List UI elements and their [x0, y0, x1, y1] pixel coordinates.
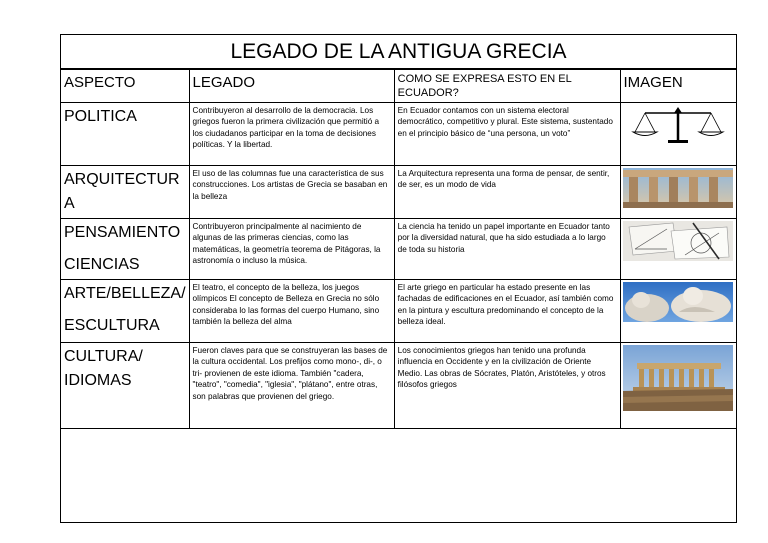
table-header-row	[61, 70, 736, 103]
image-cell	[620, 219, 736, 280]
aspect-line1: PENSAMIENTO	[64, 224, 181, 241]
table-row	[61, 219, 736, 280]
greek-sculpture-photo-icon	[623, 282, 733, 322]
bottom-border	[60, 522, 737, 523]
ecuador-cell: Los conocimientos griegos han tenido una profunda influencia en Occidente y en la civilización de Oriente Medio. Las obras de Sócrates, Platón, Aristóteles, y otros filósofos griegos	[394, 343, 620, 429]
legado-cell: Fueron claves para que se construyeran las bases de la cultura occidental. Los prefijos como mono-, di-, o tri- provienen de este idioma. También "cadera, "teatro", "comedia", "iglesia", "plátano", entre otras, son palabras que provienen del griego.	[189, 343, 394, 429]
ecuador-cell: La ciencia ha tenido un papel importante en Ecuador tanto por la diversidad natural, que ha sido estudiada a lo largo de toda su historia	[394, 219, 620, 280]
aspect-cell	[61, 343, 189, 429]
legado-cell: El teatro, el concepto de la belleza, los juegos olímpicos El concepto de Belleza en Grecia no sólo consideraba lo las formas del cuerpo Humano, sino también la belleza del alma	[189, 280, 394, 343]
aspect-cell	[61, 103, 189, 166]
legado-cell: Contribuyeron principalmente al nacimiento de algunas de las primeras ciencias, como las matemáticas, la geometría teorema de Pitágoras, la astronomía o incluso la música.	[189, 219, 394, 280]
legado-cell: Contribuyeron al desarrollo de la democracia. Los griegos fueron la primera civilización que permitió a los ciudadanos participar en la toma de decisiones políticas. Y la libertad.	[189, 103, 394, 166]
scales-of-justice-icon	[623, 105, 733, 145]
image-cell	[620, 166, 736, 219]
aspect-line2: CIENCIAS	[64, 256, 140, 273]
aspect-cell	[61, 280, 189, 343]
aspect-line2: A	[64, 195, 75, 212]
header-ecuador: COMO SE EXPRESA ESTO EN EL ECUADOR?	[394, 70, 620, 103]
document-title: LEGADO DE LA ANTIGUA GRECIA	[61, 35, 736, 69]
header-legado: LEGADO	[189, 70, 394, 103]
aspect-line1: ARQUITECTUR	[64, 171, 180, 188]
parthenon-photo-icon	[623, 345, 733, 411]
aspect-line1: POLITICA	[64, 108, 137, 125]
image-cell	[620, 343, 736, 429]
image-cell	[620, 103, 736, 166]
table-row	[61, 280, 736, 343]
aspect-line2: IDIOMAS	[64, 372, 132, 389]
header-imagen: IMAGEN	[620, 70, 736, 103]
geometry-drawings-photo-icon	[623, 221, 733, 261]
legado-cell: El uso de las columnas fue una característica de sus construcciones. Los artistas de Grecia se basaban en la belleza	[189, 166, 394, 219]
aspect-line1: CULTURA/	[64, 348, 143, 365]
table-row	[61, 343, 736, 429]
ecuador-cell: En Ecuador contamos con un sistema electoral democrático, competitivo y plural. Este sistema, sustentado en el principio básico de “una persona, un voto”	[394, 103, 620, 166]
ecuador-cell: El arte griego en particular ha estado presente en las fachadas de edificaciones en el Ecuador, así también como en la pintura y escultura predominando el concepto de la belleza ideal.	[394, 280, 620, 343]
table-row	[61, 103, 736, 166]
aspect-cell	[61, 166, 189, 219]
aspect-line1: ARTE/BELLEZA/	[64, 285, 186, 302]
table-row	[61, 166, 736, 219]
document-sheet	[60, 34, 737, 523]
aspect-cell	[61, 219, 189, 280]
header-aspect: ASPECTO	[61, 70, 189, 103]
caryatid-columns-photo-icon	[623, 168, 733, 208]
image-cell	[620, 280, 736, 343]
legacy-table	[61, 69, 736, 429]
aspect-line2: ESCULTURA	[64, 317, 160, 334]
ecuador-cell: La Arquitectura representa una forma de pensar, de sentir, de ser, es un modo de vida	[394, 166, 620, 219]
